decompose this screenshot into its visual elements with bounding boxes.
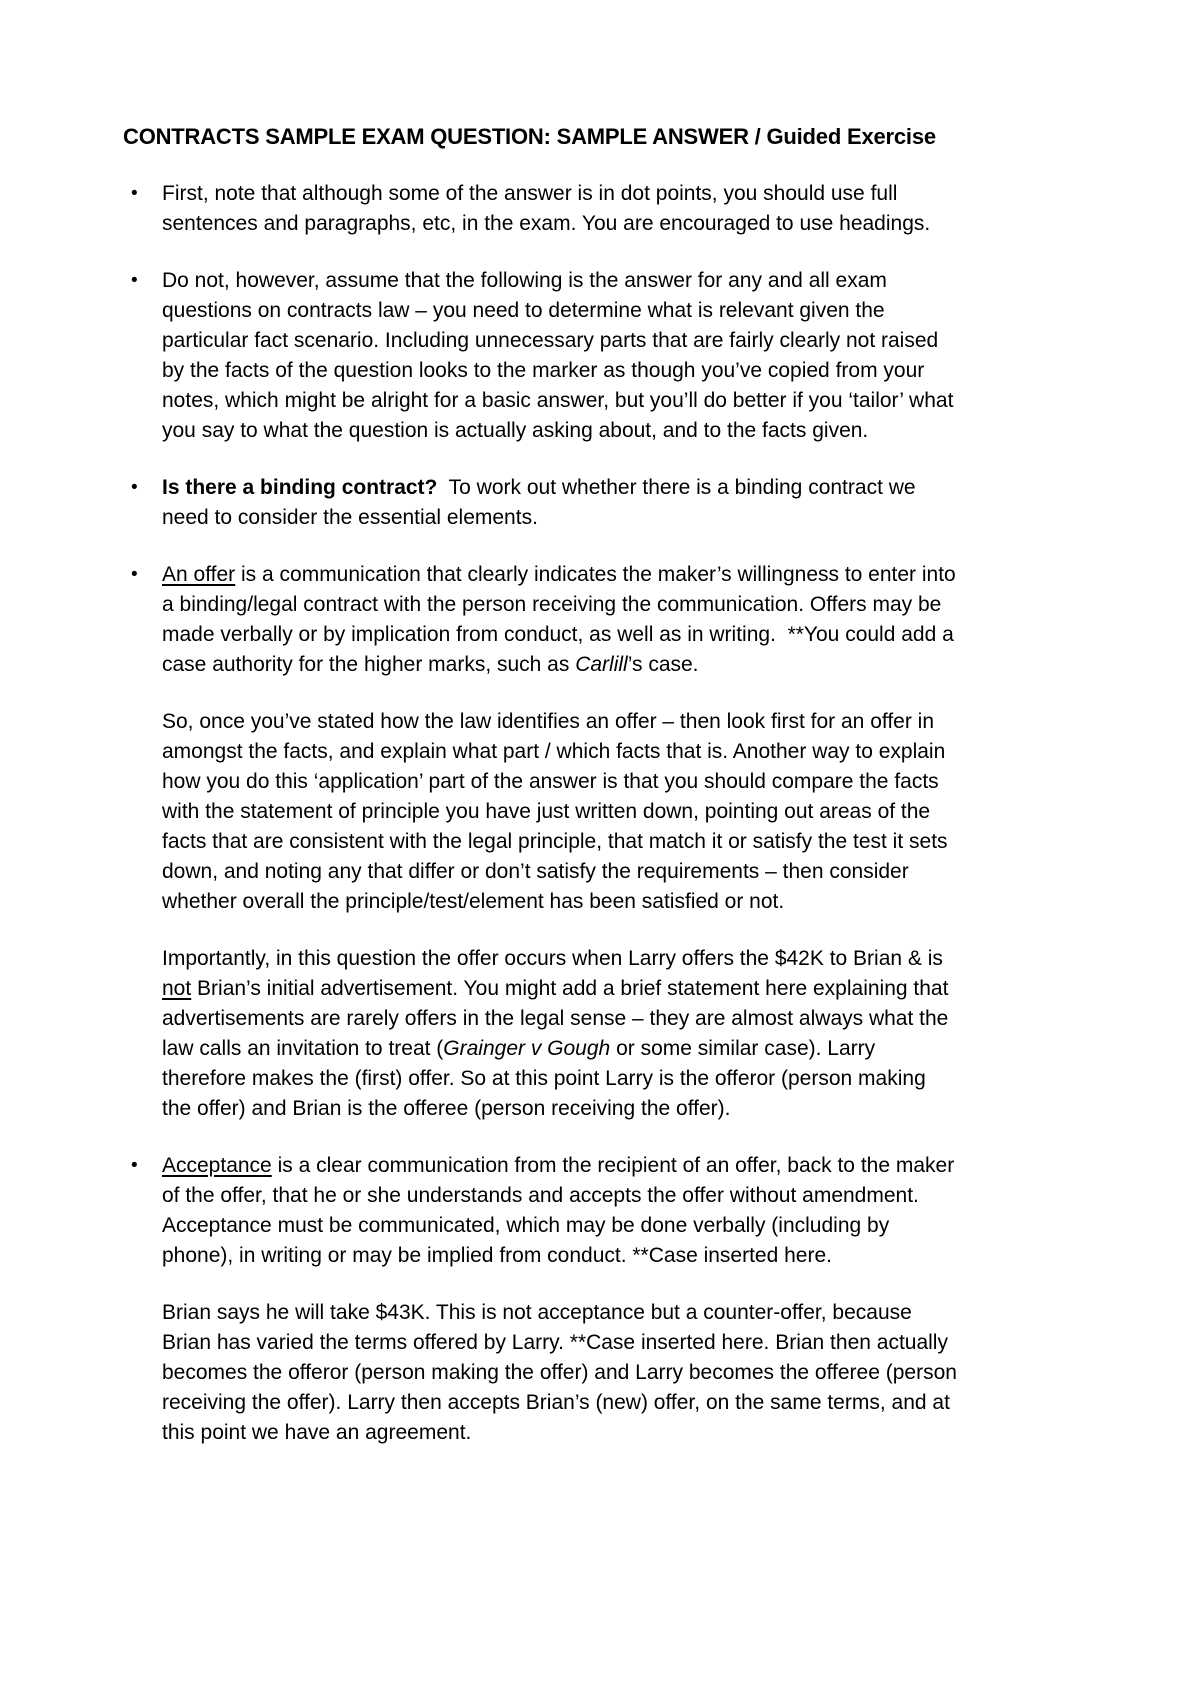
block-text [162,266,958,446]
text-run: ’s case. [627,653,699,676]
block-text [162,179,958,239]
text-run: is a communication that clearly indicates the maker’s willingness to enter into a binding/legal contract with the person receiving the communication. Offers may be made verbally or by implication from conduct, as well as in writing. **You could add a case authority for the higher marks, such as [162,563,962,676]
text-run: Do not, however, assume that the following is the answer for any and all exam questions on contracts law – you need to determine what is relevant given the particular fact scenario. Including unnecessary parts that are fairly clearly not raised by the facts of the question looks to the marker as though you’ve copied from your notes, which might be alright for a basic answer, but you’ll do better if you ‘tailor’ what you say to what the question is actually asking about, and to the facts given. [162,269,960,442]
block-text [162,707,958,917]
bullet-item [131,560,1080,680]
text-run: Brian’s initial advertisement. You might add a brief statement here explaining that advertisements are rarely offers in the legal sense – they are almost always what the law calls an invitation to treat ( [162,977,955,1060]
text-run: Importantly, in this question the offer occurs when Larry offers the $42K to Brian & is [162,947,949,970]
paragraph [162,1298,1080,1448]
text-run-underline: An offer [162,563,236,586]
bullet-item [131,473,1080,533]
bullet-icon: • [131,564,138,585]
bullet-icon: • [131,270,138,291]
text-run-underline: Acceptance [162,1154,272,1177]
document-title: CONTRACTS SAMPLE EXAM QUESTION: SAMPLE ANSWER / Guided Exercise [123,124,936,149]
block-text [162,1151,961,1271]
text-run-underline: not [162,977,192,1000]
paragraph [162,707,1080,917]
text-run-italic: Carlill [575,653,628,676]
text-run: So, once you’ve stated how the law identifies an offer – then look first for an offer in amongst the facts, and explain what part / which facts that is. Another way to explain how you do this ‘application’ part of the answer is that you should compare the facts with the statement of principle you have just written down, pointing out areas of the facts that are consistent with the legal principle, that match it or satisfy the test it sets down, and noting any that differ or don’t satisfy the requirements – then consider whether overall the principle/test/element has been satisfied or not. [162,710,954,913]
bullet-icon: • [131,183,138,204]
text-run: Brian says he will take $43K. This is not acceptance but a counter-offer, because Brian has varied the terms offered by Larry. **Case inserted here. Brian then actually becomes the offeror (person making the offer) and Larry becomes the offeree (person receiving the offer). Larry then accepts Brian’s (new) offer, on the same terms, and at this point we have an agreement. [162,1301,963,1444]
paragraph [162,944,1080,1124]
text-run-bold: Is there a binding contract? [162,476,438,499]
text-run: To work out whether there is a binding contract we need to consider the essential elements. [162,476,922,529]
bullet-item [131,179,1080,239]
bullet-item [131,266,1080,446]
bullet-icon: • [131,1155,138,1176]
block-text [162,560,962,680]
text-run: is a clear communication from the recipient of an offer, back to the maker of the offer, that he or she understands and accepts the offer without amendment. Acceptance must be communicated, which may be done verbally (including by phone), in writing or may be implied from conduct. **Case inserted here. [162,1154,961,1267]
bullet-item [131,1151,1080,1271]
block-text [162,473,958,533]
text-run: First, note that although some of the answer is in dot points, you should use full sentences and paragraphs, etc, in the exam. You are encouraged to use headings. [162,182,931,235]
block-text [162,944,958,1124]
bullet-icon: • [131,477,138,498]
block-text [162,1298,963,1448]
text-run-italic: Grainger v Gough [443,1037,611,1060]
text-run: or some similar case). Larry therefore makes the (first) offer. So at this point Larry is the offeror (person making the offer) and Brian is the offeree (person receiving the offer). [162,1037,932,1120]
document-body [123,179,1080,1448]
